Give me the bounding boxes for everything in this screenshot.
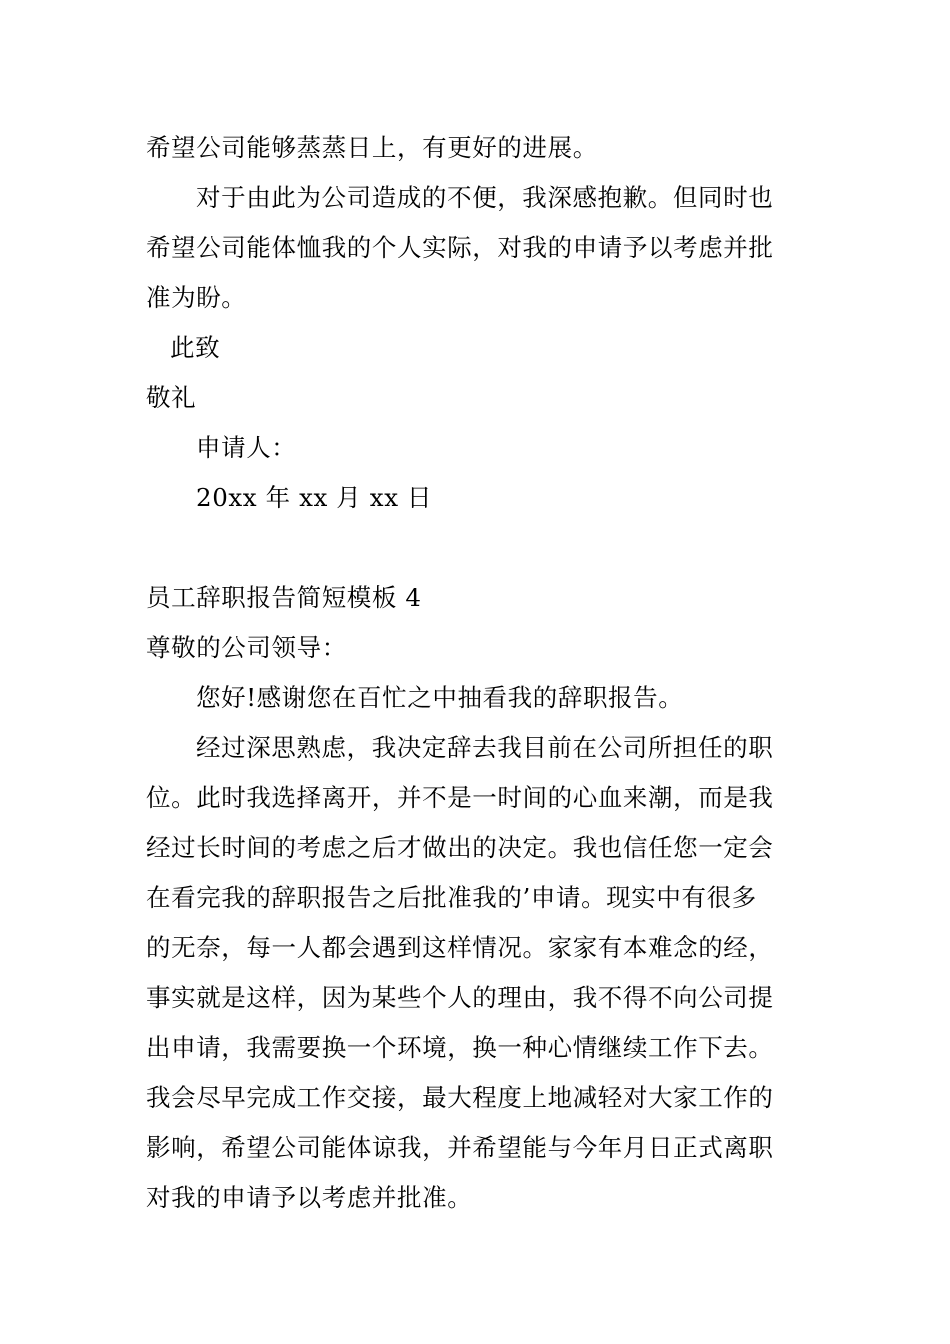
- closing-salutation: 此致: [170, 333, 221, 362]
- text-line: 对我的申请予以考虑并批准。: [146, 1183, 473, 1212]
- text-line: 的无奈，每一人都会遇到这样情况。家家有本难念的经，: [146, 933, 774, 962]
- applicant-label: 申请人：: [196, 433, 297, 462]
- paragraph-line: 经过深思熟虑，我决定辞去我目前在公司所担任的职: [196, 733, 774, 762]
- text-line: 影响，希望公司能体谅我，并希望能与今年月日正式离职: [146, 1133, 774, 1162]
- text-line: 位。此时我选择离开，并不是一时间的心血来潮，而是我: [146, 783, 774, 812]
- text-line: 希望公司能体恤我的个人实际，对我的申请予以考虑并批: [146, 233, 774, 262]
- text-line: 希望公司能够蒸蒸日上，有更好的进展。: [146, 133, 598, 162]
- text-line: 在看完我的辞职报告之后批准我的’申请。现实中有很多: [146, 883, 757, 912]
- text-line: 出申请，我需要换一个环境，换一种心情继续工作下去。: [146, 1033, 774, 1062]
- text-line: 我会尽早完成工作交接，最大程度上地减轻对大家工作的: [146, 1083, 774, 1112]
- letter-greeting: 尊敬的公司领导：: [146, 633, 347, 662]
- text-line: 经过长时间的考虑之后才做出的决定。我也信任您一定会: [146, 833, 774, 862]
- paragraph-line: 对于由此为公司造成的不便，我深感抱歉。但同时也: [196, 183, 774, 212]
- paragraph-line: 您好!感谢您在百忙之中抽看我的辞职报告。: [196, 683, 684, 712]
- text-line: 准为盼。: [146, 283, 247, 312]
- date-line: 20xx 年 xx 月 xx 日: [196, 483, 433, 512]
- section-title: 员工辞职报告简短模板 4: [146, 583, 422, 612]
- closing-regards: 敬礼: [146, 383, 197, 412]
- text-line: 事实就是这样，因为某些个人的理由，我不得不向公司提: [146, 983, 774, 1012]
